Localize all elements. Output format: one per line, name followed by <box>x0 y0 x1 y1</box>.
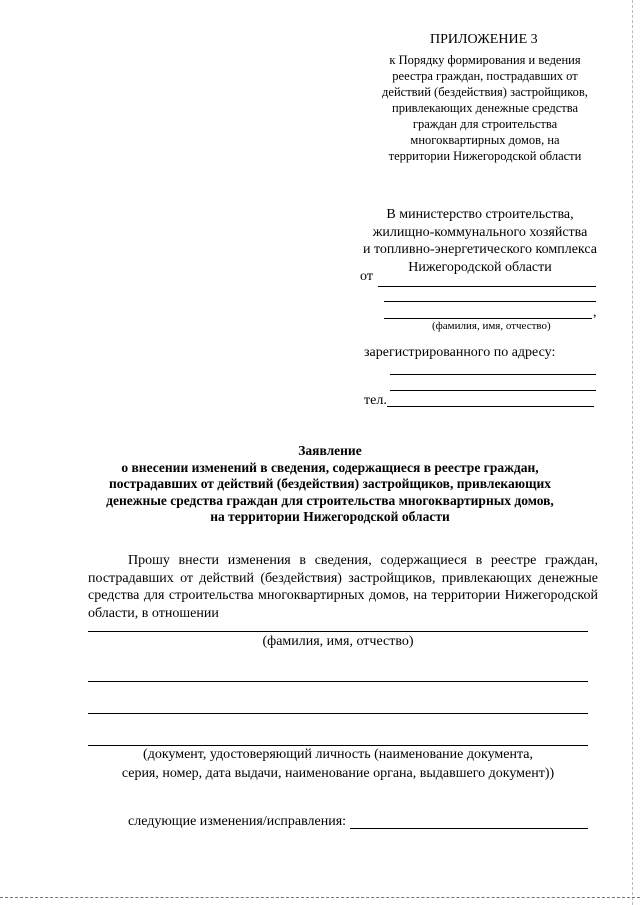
fio-hint-small: (фамилия, имя, отчество) <box>432 320 551 332</box>
document-line-2[interactable] <box>88 713 588 714</box>
from-label: от <box>360 269 373 284</box>
statement-title-line: денежные средства граждан для строительства многоквартирных домов, <box>106 492 554 508</box>
from-line-3[interactable] <box>384 318 592 319</box>
fio-hint: (фамилия, имя, отчество) <box>262 634 414 649</box>
addressee-line: жилищно-коммунального хозяйства <box>372 224 588 240</box>
appendix-subtitle-line: действий (бездействия) застройщиков, <box>382 85 588 99</box>
phone-line[interactable] <box>387 406 594 407</box>
statement-title-line: Заявление <box>298 443 362 458</box>
fio-line[interactable] <box>88 631 588 632</box>
changes-label: следующие изменения/исправления: <box>128 814 347 829</box>
appendix-subtitle-line: многоквартирных домов, на <box>410 133 560 147</box>
appendix-subtitle-line: к Порядку формирования и ведения <box>389 53 581 67</box>
appendix-subtitle-line: территории Нижегородской области <box>388 149 582 163</box>
statement-title-line: пострадавших от действий (бездействия) застройщиков, привлекающих <box>108 476 551 491</box>
document-line-1[interactable] <box>88 681 588 682</box>
document-hint-line: (документ, удостоверяющий личность (наименование документа, <box>143 747 533 762</box>
appendix-subtitle-line: привлекающих денежные средства <box>392 101 578 115</box>
phone-label: тел. <box>364 393 387 408</box>
address-line-2[interactable] <box>390 390 596 391</box>
changes-line[interactable] <box>350 828 588 829</box>
addressee-block <box>340 206 620 276</box>
registered-label: зарегистрированного по адресу: <box>364 345 556 360</box>
appendix-subtitle-line: реестра граждан, пострадавших от <box>392 69 578 83</box>
bottom-scan-edge <box>0 897 640 898</box>
from-line-1[interactable] <box>378 286 596 287</box>
document-hint-line: серия, номер, дата выдачи, наименование органа, выдавшего документ)) <box>121 766 555 781</box>
statement-body: Прошу внести изменения в сведения, содержащиеся в реестре граждан, пострадавших от действий (бездействия) застройщиков, привлекающих денежные средства для строительства многоквартирных домов, на территории Нижегородской области, в отношении <box>88 553 598 621</box>
statement-title-line: на территории Нижегородской области <box>210 509 450 524</box>
document-hint <box>88 745 588 783</box>
addressee-line: В министерство строительства, <box>386 207 574 222</box>
addressee-line: и топливно-энергетического комплекса <box>363 242 597 257</box>
page-edge-mark <box>632 0 634 905</box>
address-line-1[interactable] <box>390 374 596 375</box>
appendix-subtitle <box>360 52 610 164</box>
appendix-title: ПРИЛОЖЕНИЕ 3 <box>430 32 538 47</box>
from-comma: , <box>593 305 597 320</box>
appendix-subtitle-line: граждан для строительства <box>412 117 558 131</box>
from-line-2[interactable] <box>384 301 596 302</box>
statement-title <box>80 443 580 526</box>
statement-title-line: о внесении изменений в сведения, содержащиеся в реестре граждан, <box>121 459 539 475</box>
addressee-line: Нижегородской области <box>408 259 552 275</box>
